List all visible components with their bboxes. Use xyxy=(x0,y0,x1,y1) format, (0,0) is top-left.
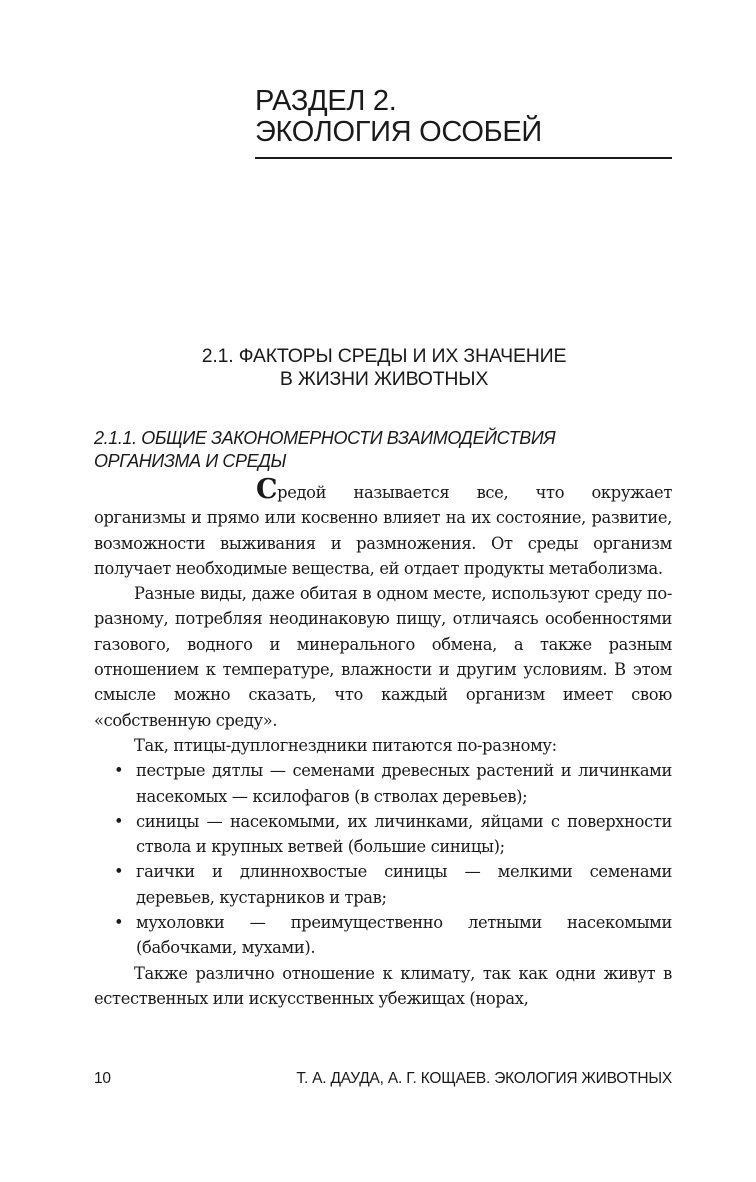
subsection-title xyxy=(94,427,674,473)
running-head: Т. А. ДАУДА, А. Г. КОЩАЕВ. ЭКОЛОГИЯ ЖИВОТНЫХ xyxy=(296,1070,672,1087)
chapter-title-line-1: 2.1. ФАКТОРЫ СРЕДЫ И ИХ ЗНАЧЕНИЕ xyxy=(201,345,567,367)
list-item-text: мухоловки — преимущественно летными насекомыми (бабочками, мухами). xyxy=(136,913,672,958)
bullet-list xyxy=(94,758,672,960)
paragraph-1 xyxy=(94,474,672,581)
list-item-text: пестрые дятлы — семенами древесных растений и личинками насекомых — ксилофагов (в стволах деревьев); xyxy=(136,761,672,806)
section-divider xyxy=(255,157,672,159)
subsection-title-line-1: 2.1.1. ОБЩИЕ ЗАКОНОМЕРНОСТИ ВЗАИМОДЕЙСТВИЯ xyxy=(94,428,556,448)
list-item-text: синицы — насекомыми, их личинками, яйцами с поверхности ствола и крупных ветвей (большие синицы); xyxy=(136,811,672,857)
list-item xyxy=(114,859,672,910)
section-number: РАЗДЕЛ 2. xyxy=(255,85,397,117)
chapter-title-line-2: В ЖИЗНИ ЖИВОТНЫХ xyxy=(279,368,489,390)
bullet-icon: • xyxy=(114,811,124,831)
list-item-text: гаички и длиннохвостые синицы — мелкими семенами деревьев, кустарников и трав; xyxy=(136,862,672,907)
section-title xyxy=(255,86,542,148)
page-number: 10 xyxy=(94,1070,111,1087)
body-text xyxy=(94,474,672,1011)
paragraph-3: Так, птицы-дуплогнездники питаются по-разному: xyxy=(134,735,557,755)
bullet-icon: • xyxy=(114,862,124,882)
bullet-icon: • xyxy=(114,913,124,933)
bullet-icon: • xyxy=(114,761,124,781)
paragraph-1-text: редой называется все, что окружает организмы и прямо или косвенно влияет на их состояние, развитие, возможности выживания и размножения. От среды организм получает необходимые вещества, ей отдает продукты метаболизма. xyxy=(94,483,672,578)
list-item xyxy=(114,758,672,809)
list-item xyxy=(114,809,672,860)
section-name: ЭКОЛОГИЯ ОСОБЕЙ xyxy=(255,116,542,148)
drop-cap: С xyxy=(256,474,278,505)
subsection-title-line-2: ОРГАНИЗМА И СРЕДЫ xyxy=(94,451,287,471)
chapter-title xyxy=(94,345,674,391)
paragraph-2: Разные виды, даже обитая в одном месте, используют среду по-разному, потребляя неодинаковую пищу, отличаясь особенностями газового, водного и минерального обмена, а также разным отношением к температуре, влажности и другим условиям. В этом смысле можно сказать, что каждый организм имеет свою «собственную среду». xyxy=(94,584,672,730)
list-item xyxy=(114,910,672,961)
paragraph-4: Также различно отношение к климату, так как одни живут в естественных или искусственных убежищах (норах, xyxy=(94,963,672,1008)
